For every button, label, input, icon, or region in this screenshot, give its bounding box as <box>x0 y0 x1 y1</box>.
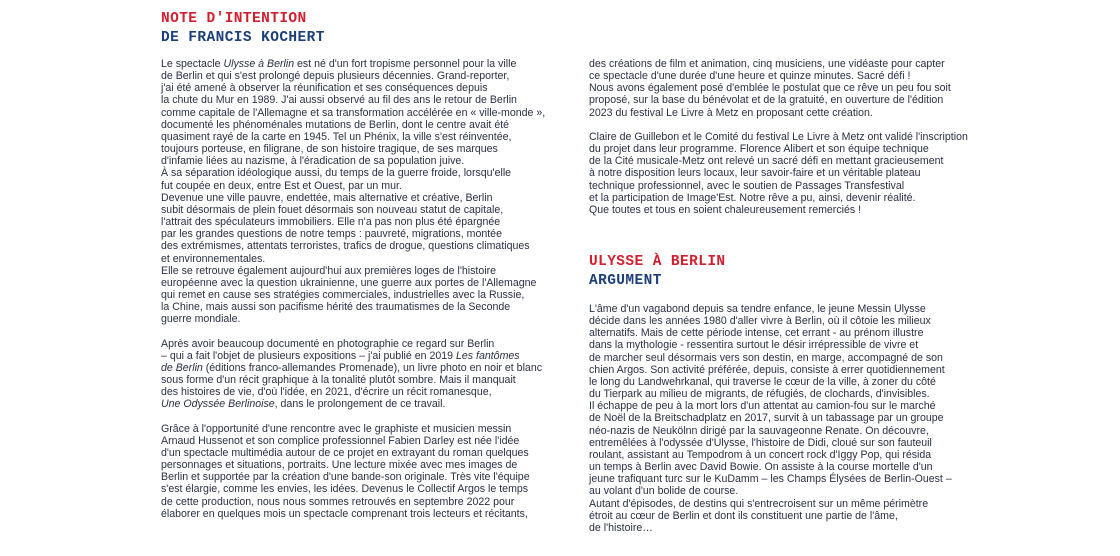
text-line: personnages et situations, portraits. Une lecture mixée avec mes images de <box>161 459 518 472</box>
text-line: – qui a fait l'objet de plusieurs expositions – j'ai publié en 2019 Les fantômes <box>161 349 520 362</box>
section1-title-line1: NOTE D'INTENTION <box>161 11 307 27</box>
text-line: de Berlin et qui s'est prolongé depuis plusieurs décennies. Grand-reporter, <box>161 70 510 83</box>
text-line: et la participation de Image'Est. Notre rêve a pu, ainsi, devenir réalité. <box>589 191 916 204</box>
text-line: décide dans les années 1980 d'aller vivre à Berlin, où il côtoie les milieux <box>589 315 931 328</box>
text-line: des créations de film et animation, cinq musiciens, une vidéaste pour capter <box>589 58 945 70</box>
text-line: Berlin et supportée par la création d'une bande-son originale. Très vite l'équipe <box>161 471 530 484</box>
note-intention-text <box>161 58 545 520</box>
note-intention-text-continued <box>589 58 968 216</box>
text-line: proposé, sur la base du bénévolat et de la gratuité, en ouverture de l'édition <box>589 94 944 107</box>
text-line: toujours porteuse, en filigrane, de son histoire tragique, de ses marques <box>161 143 498 156</box>
paragraph <box>161 423 545 520</box>
text-line: Arnaud Hussenot et son complice professionnel Fabien Darley est née l'idée <box>161 434 520 447</box>
text-line: du projet dans leur programme. Florence Alibert et son équipe technique <box>589 143 929 156</box>
section2-title-line2: ARGUMENT <box>589 273 662 289</box>
text-line: L'âme d'un vagabond depuis sa tendre enfance, le jeune Messin Ulysse <box>589 303 926 315</box>
text-line: chien Argos. Son activité préférée, depuis, consiste à errer quotidiennement <box>589 363 945 376</box>
text-line: guerre mondiale. <box>161 313 241 326</box>
text-line: de l'histoire… <box>589 521 653 534</box>
text-line: européenne avec la question ukrainienne, une guerre aux portes de l'Allemagne <box>161 276 537 289</box>
text-line: s'est élargie, comme les envies, les idées. Devenus le Collectif Argos le temps <box>161 483 529 496</box>
text-line: technique professionnel, avec le soutien de Passages Transfestival <box>589 179 905 192</box>
text-line: la chute du Mur en 1989. J'ai aussi observé au fil des ans le retour de Berlin <box>161 94 517 107</box>
text-line: Grâce à l'opportunité d'une rencontre avec le graphiste et musicien messin <box>161 422 512 435</box>
text-line: comme capitale de l'Allemagne et sa transformation accélérée en « ville-monde », <box>161 106 546 119</box>
text-line: subit désormais de plein fouet désormais son nouveau statut de capitale, <box>161 203 504 216</box>
text-line: Une Odyssée Berlinoise, dans le prolongement de ce travail. <box>161 398 446 411</box>
paragraph <box>161 58 545 325</box>
text-line: Autant d'épisodes, de destins qui s'entrecroisent sur un même périmètre <box>589 497 929 510</box>
text-line: le long du Landwehrkanal, qui traverse le cœur de la ville, à zoner du côté <box>589 375 936 388</box>
text-line: Le spectacle Ulysse à Berlin est né d'un fort tropisme personnel pour la ville <box>161 58 517 70</box>
text-line: de Berlin (éditions franco-allemandes Promenade), un livre photo en noir et blanc <box>161 361 543 374</box>
section1-title-line2: DE FRANCIS KOCHERT <box>161 30 325 46</box>
paragraph <box>589 58 968 119</box>
text-line: Elle se retrouve également aujourd'hui aux premières loges de l'histoire <box>161 264 496 277</box>
text-line: j'ai été amené à observer la réunification et ses conséquences depuis <box>161 82 488 95</box>
text-line: de cette production, nous nous sommes retrouvés en septembre 2022 pour <box>161 495 515 508</box>
text-line: de la Cité musicale-Metz ont relevé un sacré défi en mettant gracieusement <box>589 155 944 168</box>
text-line: dans la mythologie - ressentira surtout le désir irrépressible de vivre et <box>589 339 919 352</box>
text-line: fut coupée en deux, entre Est et Ouest, par un mur. <box>161 179 402 192</box>
text-line: un temps à Berlin avec David Bowie. On assiste à la course mortelle d'un <box>589 461 933 474</box>
text-line: jeune trafiquant turc sur le KuDamm – les Champs Élysées de Berlin-Ouest – <box>589 473 952 486</box>
text-line: à notre disposition leurs locaux, leur savoir-faire et un véritable plateau <box>589 167 921 180</box>
text-line: la Chine, mais aussi son pacifisme hérité des traumatismes de la Seconde <box>161 301 511 314</box>
text-line: alternatifs. Mais de cette période intense, cet errant - au prénom illustre <box>589 327 924 340</box>
text-line: Claire de Guillebon et le Comité du festival Le Livre à Metz ont validé l'inscription <box>589 130 968 143</box>
argument-text <box>589 303 952 534</box>
text-line: élaborer en quelques mois un spectacle comprenant trois lecteurs et récitants, <box>161 507 528 520</box>
text-line: et environnementales. <box>161 252 266 265</box>
paragraph <box>589 303 952 534</box>
paragraph <box>161 338 545 411</box>
text-line: 2023 du festival Le Livre à Metz en proposant cette création. <box>589 106 873 119</box>
text-line: quasiment rayé de la carte en 1945. Tel un Phénix, la ville s'est réinventée, <box>161 130 512 143</box>
text-line: de Noël de la Breitschadplatz en 2017, survit à un tabassage par un groupe <box>589 412 944 425</box>
text-line: d'infamie liées au nazisme, à l'éradication de sa population juive. <box>161 155 465 168</box>
text-line: Il échappe de peu à la mort lors d'un attentat au camion-fou sur le marché <box>589 400 936 413</box>
text-line: sous forme d'un récit graphique à la tonalité plutôt sombre. Mais il manquait <box>161 374 516 387</box>
text-line: ce spectacle d'une durée d'une heure et quinze minutes. Sacré défi ! <box>589 70 911 83</box>
text-line: Que toutes et tous en soient chaleureusement remerciés ! <box>589 203 862 216</box>
text-line: des histoires de vie, d'où l'idée, en 2021, d'écrire un récit romanesque, <box>161 386 492 399</box>
text-line: par les grandes questions de notre temps : pauvreté, migrations, montée <box>161 228 502 241</box>
text-line: du Tierpark au milieu de migrants, de réfugiés, de clochards, d'invisibles. <box>589 388 930 401</box>
text-line: entremêlées à l'odyssée d'Ulysse, l'histoire de Didi, cloué sur son fauteuil <box>589 436 932 449</box>
text-line: Nous avons également posé d'emblée le postulat que ce rêve un peu fou soit <box>589 82 951 95</box>
text-line: étroit au cœur de Berlin et dont ils constituent une partie de l'âme, <box>589 509 898 522</box>
text-line: au volant d'un bolide de course. <box>589 485 739 498</box>
text-line: Après avoir beaucoup documenté en photographie ce regard sur Berlin <box>161 337 495 350</box>
text-line: l'attrait des spéculateurs immobiliers. Elle n'a pas non plus été épargnée <box>161 216 501 229</box>
text-line: À sa séparation idéologique aussi, du temps de la guerre froide, lorsqu'elle <box>161 167 512 180</box>
text-line: qui remet en cause ses stratégies commerciales, industrielles avec la Russie, <box>161 288 525 301</box>
text-line: documenté les phénoménales mutations de Berlin, dont le centre avait été <box>161 118 510 131</box>
section2-title-line1: ULYSSE À BERLIN <box>589 254 726 270</box>
text-line: roulant, assistant au Tempodrom à un concert rock d'Iggy Pop, qui résida <box>589 448 932 461</box>
text-line: Devenue une ville pauvre, endettée, mais alternative et créative, Berlin <box>161 191 493 204</box>
text-line: d'un spectacle multimédia autour de ce projet en extrayant du roman quelques <box>161 446 529 459</box>
text-line: néo-nazis de Neukölnn dirigé par la sauvageonne Renate. On découvre, <box>589 424 929 437</box>
text-line: de marcher seul désormais vers son destin, en marge, accompagné de son <box>589 351 943 364</box>
text-line: des extrémismes, attentats terroristes, trafics de drogue, questions climatiques <box>161 240 530 253</box>
paragraph <box>589 131 968 216</box>
